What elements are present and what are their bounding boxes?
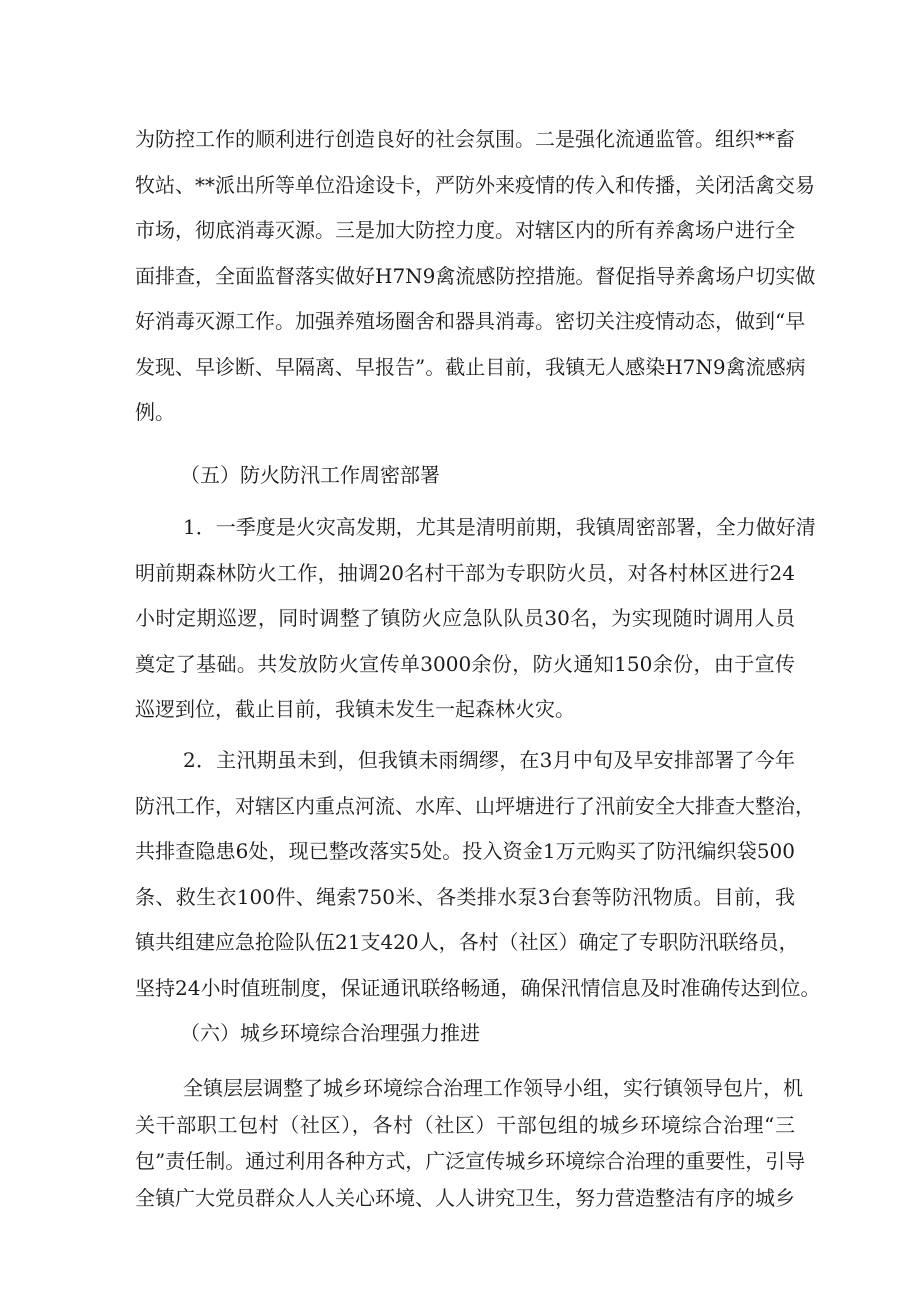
text-line: 1．一季度是火灾高发期，尤其是清明前期，我镇周密部署，全力做好清 xyxy=(183,515,816,539)
text-line: 为防控工作的顺利进行创造良好的社会氛围。二是强化流通监管。组织**畜 xyxy=(135,127,795,151)
text-line: 例。 xyxy=(135,400,175,424)
text-line: 小时定期巡逻，同时调整了镇防火应急队队员30名，为实现随时调用人员 xyxy=(135,606,795,630)
section-heading-6 xyxy=(180,1018,780,1048)
heading-text: （五）防火防汛工作周密部署 xyxy=(180,463,440,487)
heading-text: （六）城乡环境综合治理强力推进 xyxy=(180,1021,480,1045)
text-line: 关干部职工包村（社区），各村（社区）干部包组的城乡环境综合治理“三 xyxy=(135,1112,795,1137)
text-line: 面排查，全面监督落实做好H7N9禽流感防控措施。督促指导养禽场户切实做 xyxy=(135,263,816,288)
paragraph-3 xyxy=(135,738,821,1011)
text-line: 全镇层层调整了城乡环境综合治理工作领导小组，实行镇领导包片，机 xyxy=(183,1076,803,1100)
text-line: 奠定了基础。共发放防火宣传单3000余份，防火通知150余份，由于宣传 xyxy=(135,651,795,676)
text-line: 牧站、**派出所等单位沿途设卡，严防外来疫情的传入和传播，关闭活禽交易 xyxy=(135,172,815,197)
text-line: 好消毒灭源工作。加强养殖场圈舍和器具消毒。密切关注疫情动态，做到“早 xyxy=(135,309,806,333)
paragraph-1 xyxy=(135,117,816,436)
text-line: 发现、早诊断、早隔离、早报告”。截止目前，我镇无人感染H7N9禽流感病 xyxy=(135,354,806,379)
text-line: 明前期森林防火工作，抽调20名村干部为专职防火员，对各村林区进行24 xyxy=(135,560,795,585)
text-line: 包”责任制。通过利用各种方式，广泛宣传城乡环境综合治理的重要性，引导 xyxy=(135,1149,806,1173)
text-line: 市场，彻底消毒灭源。三是加大防控力度。对辖区内的所有养禽场户进行全 xyxy=(135,218,795,242)
text-line: 2．主汛期虽未到，但我镇未雨绸缪，在3月中旬及早安排部署了今年 xyxy=(183,748,795,772)
paragraph-2 xyxy=(135,505,816,733)
section-heading-5 xyxy=(180,460,780,490)
text-line: 共排查隐患6处，现已整改落实5处。投入资金1万元购买了防汛编织袋500 xyxy=(135,839,795,863)
text-line: 镇共组建应急抢险队伍21支420人，各村（社区）确定了专职防汛联络员， xyxy=(135,930,799,954)
text-line: 巡逻到位，截止目前，我镇未发生一起森林火灾。 xyxy=(135,697,575,721)
text-line: 条、救生衣100件、绳索750米、各类排水泵3台套等防汛物质。目前，我 xyxy=(135,884,795,909)
text-line: 防汛工作，对辖区内重点河流、水库、山坪塘进行了汛前安全大排查大整治， xyxy=(135,793,815,818)
text-line: 坚持24小时值班制度，保证通讯联络畅通，确保汛情信息及时准确传达到位。 xyxy=(135,975,821,1000)
paragraph-4 xyxy=(135,1070,806,1216)
text-line: 全镇广大党员群众人人关心环境、人人讲究卫生，努力营造整洁有序的城乡 xyxy=(135,1185,795,1210)
